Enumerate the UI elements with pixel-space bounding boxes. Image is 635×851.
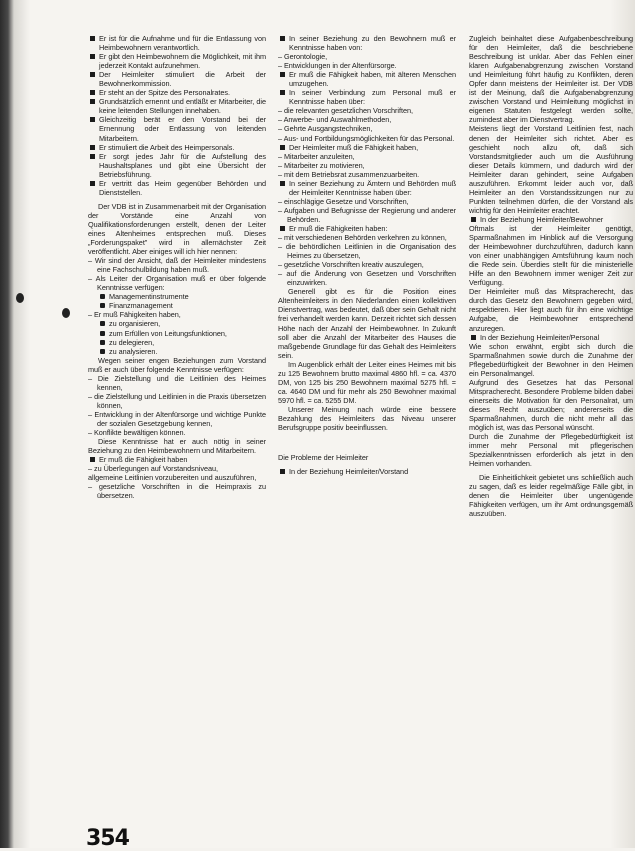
bullet-paragraph: Der Heimleiter muß die Fähigkeit haben,: [278, 143, 456, 152]
paragraph: Zugleich beinhaltet diese Aufgabenbeschreibung für den Heimleiter, daß die beschriebene Beschreibung ist unklar. Aber das Fehlen einer klaren Aufgabenabgrenzung zwischen Vorstand und Heimleitung führt häufig zu Konflikten, deren Opfer dann meistens der Heimleiter ist. Der VDB ist der Meinung, daß die Aufgabenabgrenzung zwischen Vorstand und Heimleitung möglichst in eigenen Statuten festgelegt werden sollte, zumindest aber im Dienstvertrag.: [469, 34, 633, 125]
sub-bullet-item: zum Erfüllen von Leitungsfunktionen,: [88, 329, 266, 338]
paragraph: Aufgrund des Gesetzes hat das Personal Mitspracherecht. Besondere Probleme bilden dabei einerseits die Motivation für den Personalrat, um dieses Recht auszuüben; andererseits die Sparmaßnahmen, durch die nicht mehr all das möglich ist, was das Personal wünscht.: [469, 377, 633, 433]
bullet-paragraph: In der Beziehung Heimleiter/Bewohner: [469, 215, 633, 224]
dash-item: – zu Überlegungen auf Vorstandsniveau,: [88, 464, 218, 474]
paragraph: Wegen seiner engen Beziehungen zum Vorstand muß er auch über folgende Kenntnisse verfügen:: [88, 355, 266, 374]
dash-item: – Als Leiter der Organisation muß er über folgende Kenntnisse verfügen:: [88, 274, 266, 293]
dash-item: – mit dem Betriebsrat zusammenzuarbeiten.: [278, 169, 420, 179]
dash-item: – Anwerbe- und Auswahlmethoden,: [278, 115, 392, 125]
dash-item: – auf die Änderung von Gesetzen und Vorschriften einzuwirken.: [278, 269, 456, 288]
bullet-paragraph: Er sorgt jedes Jahr für die Aufstellung des Haushaltsplanes und gibt eine Übersicht der Betriebsführung.: [88, 152, 266, 179]
bullet-paragraph: In seiner Verbindung zum Personal muß er Kenntnisse haben über:: [278, 88, 456, 106]
dash-item: – die Zielstellung und Leitlinien in die Praxis übersetzen können,: [88, 391, 266, 410]
bullet-paragraph: Gleichzeitig berät er den Vorstand bei der Ernennung oder Entlassung von leitenden Mitarbeitern.: [88, 115, 266, 142]
dash-item: – Mitarbeiter anzuleiten,: [278, 151, 355, 161]
bullet-paragraph: Er stimuliert die Arbeit des Heimpersonals.: [88, 143, 266, 152]
punch-hole: [62, 308, 70, 318]
dash-item: – Mitarbeiter zu motivieren,: [278, 160, 365, 170]
dash-item: – gesetzliche Vorschriften in die Heimpraxis zu übersetzen.: [88, 482, 266, 501]
dash-item: – gesetzliche Vorschriften kreativ auszulegen,: [278, 260, 424, 270]
paragraph: Die Einheitlichkeit gebietet uns schließlich auch zu sagen, daß es leider regelmäßige Fälle gibt, in denen die Heimleiter über ungenügende Fähigkeiten verfügen, um ihr Amt ordnungsgemäß auszuüben.: [469, 473, 633, 519]
paragraph: allgemeine Leitlinien vorzubereiten und auszuführen,: [88, 473, 257, 483]
dash-item: – Konflikte bewältigen können.: [88, 428, 186, 438]
dash-item: – Entwicklung in der Altenfürsorge und wichtige Punkte der sozialen Gesetzgebung kennen,: [88, 409, 266, 428]
sub-bullet-item: zu organisieren,: [88, 319, 266, 328]
bullet-paragraph: Er ist für die Aufnahme und für die Entlassung von Heimbewohnern verantwortlich.: [88, 34, 266, 52]
dash-item: – Die Zielstellung und die Leitlinien des Heimes kennen,: [88, 373, 266, 392]
dash-item: – Aufgaben und Befugnisse der Regierung und anderer Behörden.: [278, 205, 456, 224]
bullet-paragraph: In der Beziehung Heimleiter/Personal: [469, 333, 633, 342]
dash-item: – Aus- und Fortbildungsmöglichkeiten für das Personal.: [278, 133, 455, 143]
paragraph: Durch die Zunahme der Pflegebedürftigkeit ist immer mehr Personal mit pflegerischen Spezialkenntnissen erforderlich als jetzt in den Heimen vorhanden.: [469, 432, 633, 469]
bullet-paragraph: Der Heimleiter stimuliert die Arbeit der Bewohnerkommission.: [88, 70, 266, 88]
punch-hole: [16, 293, 24, 303]
paragraph: Im Augenblick erhält der Leiter eines Heimes mit bis zu 125 Bewohnern brutto maximal 4860 hfl. = ca. 4370 DM, von 125 bis 250 Bewohnern maximal 5275 hfl. = ca. 4640 DM und für mehr als 250 Bewohner maximal 5970 hfl. = ca. 5255 DM.: [278, 359, 456, 405]
sub-bullet-item: zu delegieren,: [88, 338, 266, 347]
text-column-left: [88, 34, 266, 500]
text-column-right: [469, 34, 633, 518]
paragraph: Der Heimleiter muß das Mitspracherecht, das durch das Gesetz den Bewohnern gegeben wird, respektieren. Hier liegt auch für ihn eine wichtige Aufgabe, die Heimbewohner entsprechend anzuregen.: [469, 287, 633, 333]
dash-item: – einschlägige Gesetze und Vorschriften,: [278, 196, 409, 206]
dash-item: – Entwicklungen in der Altenfürsorge.: [278, 61, 397, 71]
bullet-paragraph: Er vertritt das Heim gegenüber Behörden und Dienststellen.: [88, 179, 266, 197]
sub-bullet-item: zu analysieren.: [88, 347, 266, 356]
sub-bullet-item: Finanzmanagement: [88, 301, 266, 310]
bullet-paragraph: Er muß die Fähigkeiten haben:: [278, 224, 456, 233]
bullet-paragraph: Er muß die Fähigkeit haben: [88, 455, 266, 464]
bullet-paragraph: In seiner Beziehung zu Ämtern und Behörden muß der Heimleiter Kenntnisse haben über:: [278, 179, 456, 197]
dash-item: – Wir sind der Ansicht, daß der Heimleiter mindestens eine Fachschulbildung haben muß.: [88, 256, 266, 275]
dash-item: – mit verschiedenen Behörden verkehren zu können,: [278, 233, 447, 243]
paragraph: Wie schon erwähnt, ergibt sich durch die Sparmaßnahmen sowie durch die Zunahme der Pflegebedürftigkeit der Bewohner in den Heimen ein Personalmangel.: [469, 341, 633, 378]
bullet-paragraph: Er steht an der Spitze des Personalrates.: [88, 88, 266, 97]
bullet-paragraph: In seiner Beziehung zu den Bewohnern muß er Kenntnisse haben von:: [278, 34, 456, 52]
dash-item: – die relevanten gesetzlichen Vorschriften,: [278, 106, 413, 116]
paragraph: Generell gibt es für die Position eines Altenheimleiters in den Niederlanden einen kollektiven Dienstvertrag, was bedeutet, daß über sein Gehalt nicht frei verhandelt werden kann. Derzeit richtet sich dessen Höhe nach der Anzahl der Heimbewohner. In Zukunft soll aber die Anzahl der Mitarbeiter des Hauses die maßgebende Grundlage für das Gehalt des Heimleiters sein.: [278, 287, 456, 360]
paragraph: Der VDB ist in Zusammenarbeit mit der Organisation der Vorstände eine Anzahl von Qualifikationsforderungen erstellt, denen der Leiter eines Altenheimes entsprechen muß. Dieses „Forderungspaket" wird in allernächster Zeit veröffentlicht. Aber einiges will ich hier nennen:: [88, 201, 266, 257]
sub-bullet-item: Managementinstrumente: [88, 292, 266, 301]
paragraph: Unserer Meinung nach würde eine bessere Bezahlung des Heimleiters das Niveau unserer Berufsgruppe positiv beeinflussen.: [278, 404, 456, 433]
page-number: 354: [86, 826, 129, 851]
paragraph: Diese Kenntnisse hat er auch nötig in seiner Beziehung zu den Heimbewohnern und Mitarbeitern.: [88, 437, 266, 456]
dash-item: – Gerontologie,: [278, 52, 328, 62]
text-column-middle: [278, 34, 456, 476]
bullet-paragraph: Er gibt den Heimbewohnern die Möglichkeit, mit ihm jederzeit Kontakt aufzunehmen.: [88, 52, 266, 70]
paragraph: Meistens liegt der Vorstand Leitlinien fest, nach denen der Heimleiter sich richtet. Aber es geschieht noch allzu oft, daß sich Vorstandsmitglieder auch um die Ausführung dieser Details kümmern, und dadurch wird der Heimleiter daran gehindert, seine Aufgaben auszuführen. Erkommt leider auch vor, daß Heimleiter an den Vorstandssitzungen nur zu Punkten teilnehmen dürfen, die der Vorstand als wichtig für den Heimleiter erachtet.: [469, 124, 633, 215]
section-heading: Die Probleme der Heimleiter: [278, 453, 369, 463]
bullet-paragraph: Grundsätzlich ernennt und entläßt er Mitarbeiter, die keine leitenden Stellungen innehaben.: [88, 97, 266, 115]
bullet-paragraph: Er muß die Fähigkeit haben, mit älteren Menschen umzugehen.: [278, 70, 456, 88]
dash-item: – Gehrte Ausgangstechniken,: [278, 124, 373, 134]
dash-item: – Er muß Fähigkeiten haben,: [88, 310, 181, 320]
dash-item: – die behördlichen Leitlinien in die Organisation des Heimes zu übersetzen,: [278, 242, 456, 261]
spacer: [278, 442, 456, 447]
bullet-paragraph: In der Beziehung Heimleiter/Vorstand: [278, 467, 456, 476]
paragraph: Oftmals ist der Heimleiter genötigt, Sparmaßnahmen im Hinblick auf die Versorgung der Heimbewohner durchzuführen, dadurch kann von einer unabhängigen Amtsführung kaum noch die Rede sein. Überdies stellt für die ministerielle Hilfe an den Bewohnern immer weniger Zeit zur Verfügung.: [469, 223, 633, 288]
